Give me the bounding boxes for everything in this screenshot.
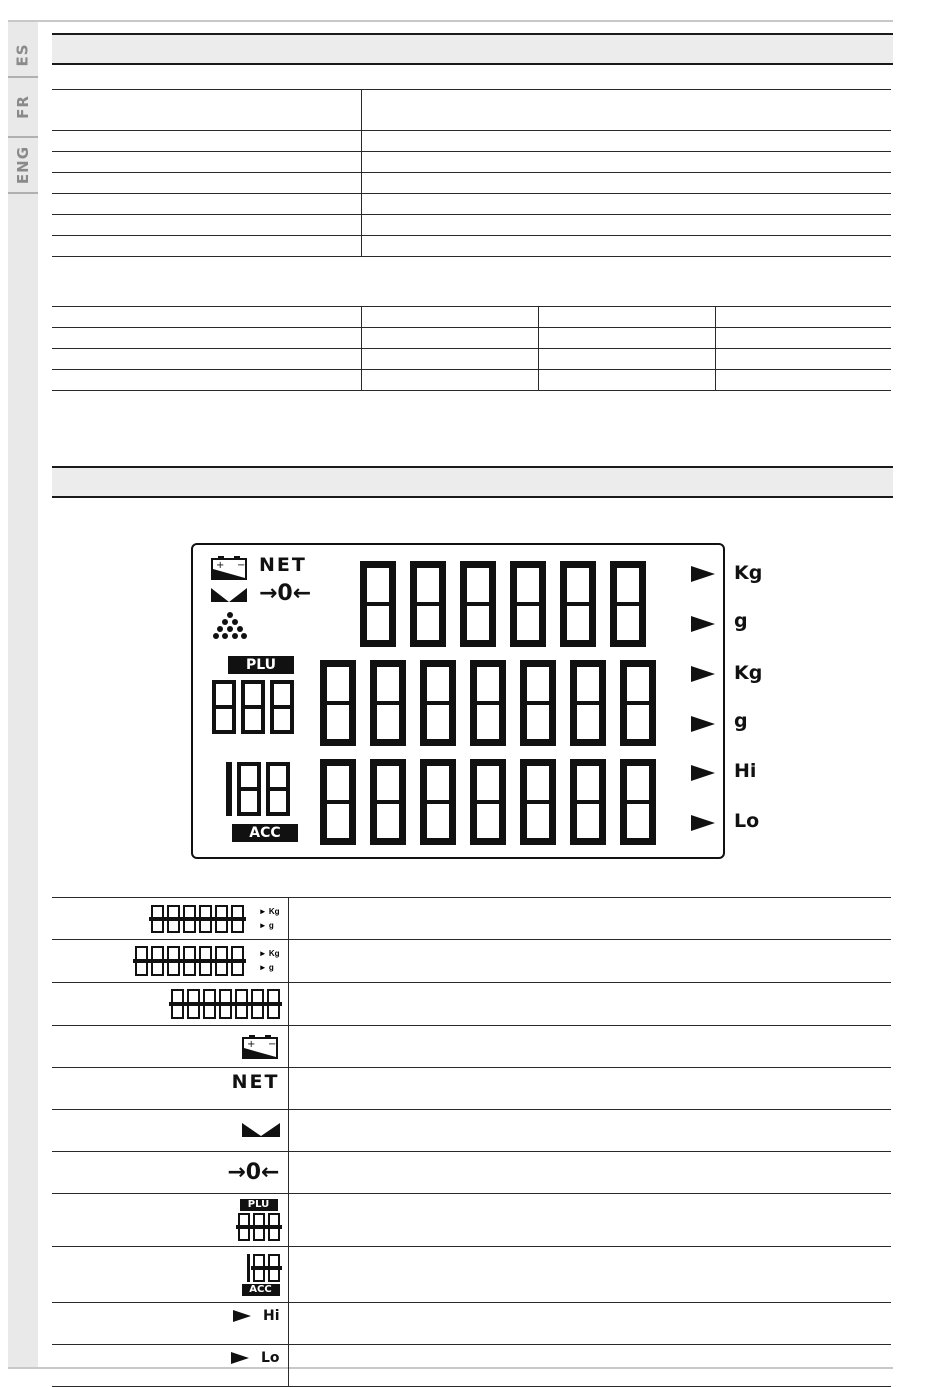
- unit-label: g: [268, 920, 274, 930]
- battery-icon: [242, 1034, 280, 1060]
- table-row: [52, 1303, 891, 1345]
- digit: [199, 905, 212, 933]
- legend-icon-cell: [52, 983, 288, 1026]
- battery-icon: [211, 555, 249, 581]
- legend-desc-cell: [288, 1247, 891, 1303]
- table-row: [52, 1194, 891, 1247]
- top-rule: [8, 20, 893, 22]
- unit-stack: ► Kg ► g: [258, 949, 280, 972]
- language-strip: [8, 22, 38, 1367]
- table-cell: [715, 306, 891, 327]
- digit: [212, 680, 236, 734]
- digit: [135, 946, 148, 976]
- table-cell: [52, 285, 891, 306]
- svg-text:−: −: [237, 560, 246, 571]
- zero-icon: →0←: [227, 1160, 280, 1185]
- digit: [215, 946, 228, 976]
- digit: [151, 905, 164, 933]
- legend-desc-cell: [288, 983, 891, 1026]
- legend-desc-cell: [288, 1110, 891, 1152]
- digit: [360, 561, 396, 647]
- legend-desc-cell: [288, 940, 891, 983]
- plu-label: PLU: [228, 656, 294, 674]
- table-cell: [361, 369, 538, 390]
- total-digits: [320, 759, 656, 845]
- legend-icon-cell: [52, 1110, 288, 1152]
- digit: [167, 905, 180, 933]
- legend-icon-cell: [52, 1194, 288, 1247]
- weight-digits-icon: [151, 905, 244, 933]
- acc-label: ACC: [232, 824, 298, 842]
- total-digits-icon: [171, 989, 280, 1019]
- legend-icon-cell: [52, 1152, 288, 1194]
- table-cell: [361, 215, 891, 236]
- table-cell: [715, 348, 891, 369]
- digit: [560, 561, 596, 647]
- legend-icon-cell: [52, 1303, 288, 1345]
- table-cell: [538, 369, 715, 390]
- unit-g-1: g: [734, 610, 748, 632]
- digit: [268, 1213, 280, 1241]
- digit: [620, 660, 656, 746]
- table-cell: [52, 236, 361, 257]
- digit: [171, 989, 184, 1019]
- table-cell: [52, 215, 361, 236]
- digit: [237, 762, 261, 816]
- digit: [167, 946, 180, 976]
- digit: [520, 759, 556, 845]
- digit: [370, 759, 406, 845]
- svg-text:+: +: [246, 1038, 255, 1050]
- legend-icon-cell: [52, 1068, 288, 1110]
- table-cell: [361, 236, 891, 257]
- unit-hi: Hi: [734, 760, 757, 782]
- arrow-icon: [233, 1310, 251, 1322]
- table-cell: [52, 306, 361, 327]
- section-header-2: [52, 466, 893, 498]
- lang-tab-eng[interactable]: [8, 138, 38, 194]
- plu-digits: [212, 680, 298, 734]
- spec-table-2: [52, 285, 891, 391]
- table-cell: [52, 173, 361, 194]
- price-digits: [320, 660, 656, 746]
- legend-icon-cell: [52, 1345, 288, 1387]
- table-row: [52, 1247, 891, 1303]
- table-cell: [52, 90, 361, 131]
- digit: [253, 1213, 265, 1241]
- digit: [320, 759, 356, 845]
- digit: [241, 680, 265, 734]
- legend-desc-cell: [288, 898, 891, 940]
- unit-label: Kg: [268, 949, 280, 958]
- table-cell: [538, 327, 715, 348]
- spec-table-1: [52, 89, 891, 257]
- lang-tab-fr[interactable]: [8, 78, 38, 138]
- digit: [410, 561, 446, 647]
- stable-icon: [211, 587, 247, 603]
- digit: [183, 946, 196, 976]
- net-icon: NET: [231, 1071, 280, 1093]
- digit: [570, 660, 606, 746]
- lcd-display-diagram: [191, 543, 725, 859]
- table-cell: [361, 194, 891, 215]
- table-cell: [361, 327, 538, 348]
- legend-desc-cell: [288, 1303, 891, 1345]
- digit: [460, 561, 496, 647]
- lang-label-eng: ENG: [14, 145, 32, 185]
- arrow-indicator: [691, 815, 715, 831]
- table-row: [52, 1152, 891, 1194]
- table-cell: [52, 369, 361, 390]
- svg-text:+: +: [216, 560, 225, 571]
- legend-desc-cell: [288, 1068, 891, 1110]
- lang-tab-es[interactable]: [8, 34, 38, 78]
- digit: [266, 762, 290, 816]
- digit: [520, 660, 556, 746]
- table-cell: [538, 348, 715, 369]
- digit: [420, 660, 456, 746]
- digit: [510, 561, 546, 647]
- lang-label-es: ES: [14, 43, 32, 67]
- hi-label: Hi: [262, 1307, 280, 1324]
- arrow-indicator: [691, 616, 715, 632]
- arrow-indicator: [691, 765, 715, 781]
- table-cell: [361, 152, 891, 173]
- digit: [219, 989, 232, 1019]
- table-cell: [361, 348, 538, 369]
- arrow-indicator: [691, 566, 715, 582]
- count-icon: [213, 611, 247, 639]
- unit-stack: ► Kg ► g: [258, 906, 280, 930]
- table-cell: [715, 369, 891, 390]
- digit: [470, 660, 506, 746]
- unit-label: g: [268, 963, 274, 972]
- table-cell: [52, 327, 361, 348]
- digit: [270, 680, 294, 734]
- table-row: [52, 1110, 891, 1152]
- digit: [251, 989, 264, 1019]
- legend-desc-cell: [288, 1345, 891, 1387]
- legend-desc-cell: [288, 1026, 891, 1068]
- acc-label: ACC: [242, 1284, 280, 1296]
- digit: [231, 946, 244, 976]
- digit: [420, 759, 456, 845]
- table-cell: [361, 173, 891, 194]
- legend-desc-cell: [288, 1194, 891, 1247]
- zero-indicator: →0←: [259, 581, 312, 606]
- unit-lo: Lo: [734, 810, 760, 832]
- plu-label: PLU: [240, 1199, 278, 1211]
- acc-digits: [242, 1254, 280, 1282]
- digit: [247, 1254, 250, 1282]
- net-indicator: NET: [259, 554, 307, 576]
- digit: [238, 1213, 250, 1241]
- digit: [320, 660, 356, 746]
- acc-digits: [226, 762, 298, 816]
- table-cell: [538, 306, 715, 327]
- legend-table: [52, 897, 891, 1387]
- stable-icon: [242, 1123, 280, 1137]
- legend-icon-cell: [52, 898, 288, 940]
- unit-g-2: g: [734, 710, 748, 732]
- section-header-1: [52, 33, 893, 65]
- table-cell: [52, 194, 361, 215]
- digit: [620, 759, 656, 845]
- table-cell: [52, 152, 361, 173]
- price-digits-icon: [135, 946, 244, 976]
- digit: [610, 561, 646, 647]
- unit-label: Kg: [268, 906, 280, 916]
- digit: [226, 762, 232, 816]
- plu-digits: [238, 1213, 280, 1241]
- digit: [268, 1254, 280, 1282]
- table-row: [52, 940, 891, 983]
- lang-label-fr: FR: [13, 95, 32, 119]
- arrow-indicator: [691, 666, 715, 682]
- unit-kg-1: Kg: [734, 562, 763, 584]
- table-row: [52, 1345, 891, 1387]
- table-row: [52, 1026, 891, 1068]
- digit: [183, 905, 196, 933]
- legend-icon-cell: [52, 1026, 288, 1068]
- digit: [231, 905, 244, 933]
- digit: [215, 905, 228, 933]
- digit: [253, 1254, 265, 1282]
- digit: [470, 759, 506, 845]
- weight-digits: [360, 561, 646, 647]
- table-cell: [52, 131, 361, 152]
- digit: [370, 660, 406, 746]
- digit: [235, 989, 248, 1019]
- table-row: [52, 898, 891, 940]
- table-cell: [715, 327, 891, 348]
- digit: [151, 946, 164, 976]
- unit-kg-2: Kg: [734, 662, 763, 684]
- legend-icon-cell: [52, 940, 288, 983]
- table-cell: [361, 131, 891, 152]
- legend-icon-cell: [52, 1247, 288, 1303]
- acc-icon: [242, 1254, 280, 1296]
- table-row: [52, 983, 891, 1026]
- table-cell: [52, 348, 361, 369]
- arrow-icon: [231, 1352, 249, 1364]
- plu-icon: [238, 1199, 280, 1241]
- table-cell: [361, 90, 891, 131]
- svg-text:−: −: [267, 1038, 276, 1050]
- legend-desc-cell: [288, 1152, 891, 1194]
- digit: [267, 989, 280, 1019]
- digit: [187, 989, 200, 1019]
- table-row: [52, 1068, 891, 1110]
- table-cell: [361, 306, 538, 327]
- lo-label: Lo: [260, 1349, 280, 1366]
- arrow-indicator: [691, 716, 715, 732]
- digit: [570, 759, 606, 845]
- digit: [203, 989, 216, 1019]
- digit: [199, 946, 212, 976]
